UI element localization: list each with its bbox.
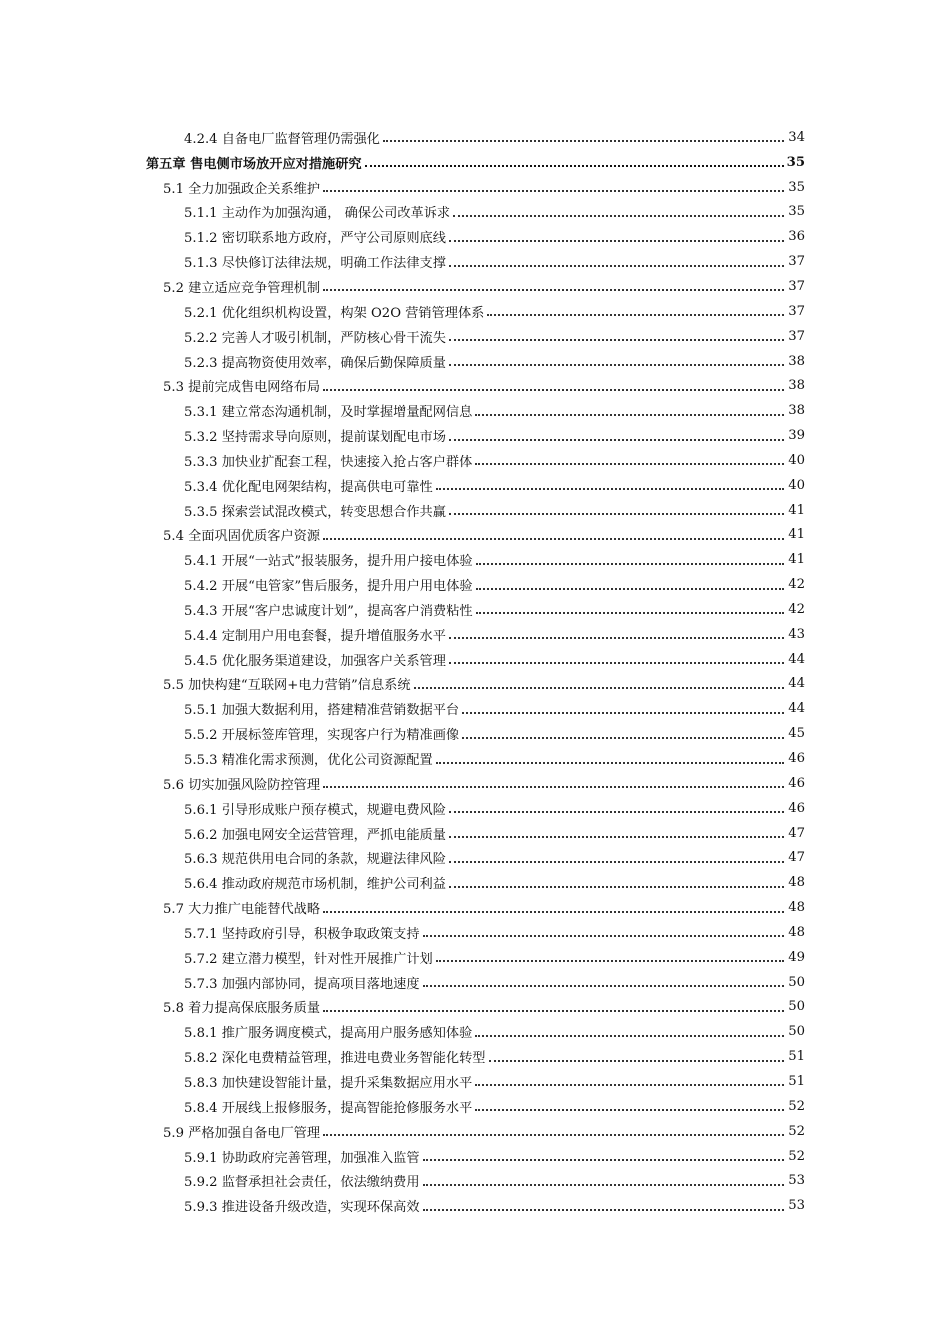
toc-entry-title: 5.8.3 加快建设智能计量，提升采集数据应用水平 <box>184 1075 473 1091</box>
toc-subsection-entry[interactable] <box>0 547 950 572</box>
toc-page-number: 51 <box>788 1049 805 1065</box>
toc-page-number: 48 <box>788 924 805 940</box>
toc-page-number: 46 <box>788 751 805 767</box>
dot-leader <box>436 748 784 764</box>
toc-entry-title: 5.5 加快构建“互联网+电力营销”信息系统 <box>163 678 411 694</box>
toc-subsection-entry[interactable] <box>0 1144 950 1169</box>
dot-leader <box>475 1021 784 1037</box>
toc-entry-title: 5.2 建立适应竞争管理机制 <box>163 280 321 296</box>
dot-leader <box>449 797 784 813</box>
dot-leader <box>476 549 784 565</box>
toc-subsection-entry[interactable] <box>0 324 950 349</box>
dot-leader <box>449 822 784 838</box>
toc-entry-title: 5.4 全面巩固优质客户资源 <box>163 529 321 545</box>
toc-subsection-entry[interactable] <box>0 721 950 746</box>
toc-entry-title: 5.3.3 加快业扩配套工程，快速接入抢占客户群体 <box>184 454 473 470</box>
toc-entry-title: 5.5.3 精准化需求预测，优化公司资源配置 <box>184 753 433 769</box>
toc-section-entry[interactable] <box>0 995 950 1020</box>
dot-leader <box>423 1195 784 1211</box>
toc-entry-title: 5.7 大力推广电能替代战略 <box>163 902 321 918</box>
toc-subsection-entry[interactable] <box>0 200 950 225</box>
dot-leader <box>323 772 784 788</box>
toc-page-number: 34 <box>788 129 805 145</box>
dot-leader <box>323 275 784 291</box>
toc-page-number: 44 <box>788 651 805 667</box>
toc-entry-title: 5.6.4 推动政府规范市场机制，维护公司利益 <box>184 877 446 893</box>
toc-entry-title: 5.4.4 定制用户用电套餐，提升增值服务水平 <box>184 628 446 644</box>
dot-leader <box>476 598 784 614</box>
toc-entry-title: 5.4.2 开展“电管家”售后服务，提升用户用电体验 <box>184 579 473 595</box>
dot-leader <box>487 300 784 316</box>
dot-leader <box>436 946 784 962</box>
toc-entry-title: 5.3.2 坚持需求导向原则，提前谋划配电市场 <box>184 430 446 446</box>
toc-page-number: 43 <box>788 626 805 642</box>
toc-entry-title: 5.9.1 协助政府完善管理，加强准入监管 <box>184 1150 420 1166</box>
toc-entry-title: 5.6.2 加强电网安全运营管理，严抓电能质量 <box>184 827 446 843</box>
dot-leader <box>383 126 784 142</box>
toc-section-entry[interactable] <box>0 771 950 796</box>
toc-subsection-entry[interactable] <box>0 299 950 324</box>
toc-page-number: 39 <box>788 428 805 444</box>
toc-entry-title: 5.1.2 密切联系地方政府，严守公司原则底线 <box>184 231 446 247</box>
toc-entry-title: 5.6 切实加强风险防控管理 <box>163 777 321 793</box>
dot-leader <box>323 897 784 913</box>
dot-leader <box>365 151 784 167</box>
toc-page-number: 36 <box>788 229 805 245</box>
toc-entry-title: 5.4.5 优化服务渠道建设，加强客户关系管理 <box>184 653 446 669</box>
toc-entry-title: 5.9.3 推进设备升级改造，实现环保高效 <box>184 1200 420 1216</box>
toc-entry-title: 5.5.1 加强大数据利用，搭建精准营销数据平台 <box>184 703 460 719</box>
toc-page-number: 40 <box>788 477 805 493</box>
toc-page-number: 35 <box>788 204 805 220</box>
dot-leader <box>475 1095 784 1111</box>
toc-subsection-entry[interactable] <box>0 796 950 821</box>
toc-subsection-entry[interactable] <box>0 622 950 647</box>
toc-entry-title: 5.8.2 深化电费精益管理，推进电费业务智能化转型 <box>184 1051 486 1067</box>
toc-subsection-entry[interactable] <box>0 1168 950 1193</box>
toc-page-number: 37 <box>788 303 805 319</box>
toc-page-number: 35 <box>786 154 805 170</box>
dot-leader <box>475 449 784 465</box>
toc-page-number: 42 <box>788 601 805 617</box>
toc-page-number: 38 <box>788 353 805 369</box>
dot-leader <box>323 996 784 1012</box>
dot-leader <box>449 226 784 242</box>
toc-subsection-entry[interactable] <box>0 249 950 274</box>
toc-entry-title: 5.3.1 建立常态沟通机制，及时掌握增量配网信息 <box>184 405 473 421</box>
toc-subsection-entry[interactable] <box>0 746 950 771</box>
toc-subsection-entry[interactable] <box>0 1044 950 1069</box>
dot-leader <box>449 872 784 888</box>
dot-leader <box>423 921 784 937</box>
dot-leader <box>462 698 784 714</box>
toc-subsection-entry[interactable] <box>0 224 950 249</box>
dot-leader <box>323 1120 784 1136</box>
toc-chapter-entry[interactable] <box>0 150 950 175</box>
toc-subsection-entry[interactable] <box>0 473 950 498</box>
dot-leader <box>423 1170 784 1186</box>
dot-leader <box>449 325 784 341</box>
toc-page-number: 53 <box>788 1173 805 1189</box>
toc-entry-title: 5.7.2 建立潜力模型，针对性开展推广计划 <box>184 951 433 967</box>
toc-subsection-entry[interactable] <box>0 597 950 622</box>
toc-page-number: 35 <box>788 179 805 195</box>
toc-page-number: 53 <box>788 1198 805 1214</box>
toc-entry-title: 5.6.1 引导形成账户预存模式，规避电费风险 <box>184 802 446 818</box>
toc-section-entry[interactable] <box>0 1119 950 1144</box>
dot-leader <box>423 1145 784 1161</box>
toc-page-number: 41 <box>788 502 805 518</box>
toc-entry-title: 5.4.3 开展“客户忠诚度计划”，提高客户消费粘性 <box>184 603 473 619</box>
toc-entry-title: 5.2.2 完善人才吸引机制，严防核心骨干流失 <box>184 330 446 346</box>
toc-page-number: 52 <box>788 1098 805 1114</box>
dot-leader <box>453 201 784 217</box>
dot-leader <box>449 648 784 664</box>
toc-entry-title: 5.3 提前完成售电网络布局 <box>163 380 321 396</box>
toc-entry-title: 5.1 全力加强政企关系维护 <box>163 181 321 197</box>
toc-page-number: 50 <box>788 974 805 990</box>
toc-page-number: 37 <box>788 278 805 294</box>
toc-page-number: 40 <box>788 452 805 468</box>
toc-page-number: 48 <box>788 875 805 891</box>
dot-leader <box>449 251 784 267</box>
dot-leader <box>475 1070 784 1086</box>
toc-entry-title: 5.8 着力提高保底服务质量 <box>163 1001 321 1017</box>
toc-section-entry[interactable] <box>0 175 950 200</box>
toc-subsection-entry[interactable] <box>0 498 950 523</box>
toc-section-entry[interactable] <box>0 274 950 299</box>
toc-section-entry[interactable] <box>0 672 950 697</box>
toc-page-number: 47 <box>788 850 805 866</box>
toc-subsection-entry[interactable] <box>0 423 950 448</box>
table-of-contents <box>0 125 950 1218</box>
toc-entry-title: 5.3.5 探索尝试混改模式，转变思想合作共赢 <box>184 504 446 520</box>
toc-section-entry[interactable] <box>0 523 950 548</box>
toc-subsection-entry[interactable] <box>0 821 950 846</box>
toc-entry-title: 5.3.4 优化配电网架结构，提高供电可靠性 <box>184 479 433 495</box>
toc-entry-title: 5.1.3 尽快修订法律法规，明确工作法律支撑 <box>184 256 446 272</box>
toc-page-number: 38 <box>788 378 805 394</box>
toc-page-number: 52 <box>788 1123 805 1139</box>
dot-leader <box>449 350 784 366</box>
dot-leader <box>475 400 784 416</box>
toc-subsection-entry[interactable] <box>0 945 950 970</box>
toc-page-number: 44 <box>788 676 805 692</box>
toc-subsection-entry[interactable] <box>0 870 950 895</box>
toc-subsection-entry[interactable] <box>0 1193 950 1218</box>
toc-page-number: 44 <box>788 701 805 717</box>
toc-subsection-entry[interactable] <box>0 125 950 150</box>
toc-entry-title: 5.2.1 优化组织机构设置，构架 O2O 营销管理体系 <box>184 305 485 321</box>
toc-entry-title: 5.2.3 提高物资使用效率，确保后勤保障质量 <box>184 355 446 371</box>
dot-leader <box>323 176 784 192</box>
toc-page-number: 37 <box>788 254 805 270</box>
toc-subsection-entry[interactable] <box>0 572 950 597</box>
dot-leader <box>323 524 784 540</box>
toc-page-number: 47 <box>788 825 805 841</box>
toc-entry-title: 第五章 售电侧市场放开应对措施研究 <box>146 156 362 172</box>
dot-leader <box>489 1046 785 1062</box>
toc-page-number: 46 <box>788 800 805 816</box>
toc-subsection-entry[interactable] <box>0 1094 950 1119</box>
toc-page-number: 41 <box>788 527 805 543</box>
toc-page-number: 48 <box>788 900 805 916</box>
toc-subsection-entry[interactable] <box>0 398 950 423</box>
toc-subsection-entry[interactable] <box>0 970 950 995</box>
toc-subsection-entry[interactable] <box>0 1069 950 1094</box>
toc-page-number: 52 <box>788 1148 805 1164</box>
dot-leader <box>449 425 784 441</box>
toc-subsection-entry[interactable] <box>0 920 950 945</box>
toc-subsection-entry[interactable] <box>0 845 950 870</box>
toc-entry-title: 5.4.1 开展“一站式”报装服务，提升用户接电体验 <box>184 554 473 570</box>
toc-page-number: 37 <box>788 328 805 344</box>
toc-page-number: 50 <box>788 1024 805 1040</box>
toc-section-entry[interactable] <box>0 895 950 920</box>
toc-subsection-entry[interactable] <box>0 349 950 374</box>
toc-page-number: 42 <box>788 577 805 593</box>
toc-page-number: 50 <box>788 999 805 1015</box>
dot-leader <box>423 971 784 987</box>
toc-entry-title: 4.2.4 自备电厂监督管理仍需强化 <box>184 131 380 147</box>
toc-entry-title: 5.1.1 主动作为加强沟通， 确保公司改革诉求 <box>184 206 451 222</box>
toc-entry-title: 5.6.3 规范供用电合同的条款，规避法律风险 <box>184 852 446 868</box>
toc-entry-title: 5.8.1 推广服务调度模式，提高用户服务感知体验 <box>184 1026 473 1042</box>
toc-entry-title: 5.7.3 加强内部协同，提高项目落地速度 <box>184 976 420 992</box>
toc-page-number: 51 <box>788 1073 805 1089</box>
dot-leader <box>476 574 784 590</box>
dot-leader <box>449 623 784 639</box>
dot-leader <box>414 673 784 689</box>
dot-leader <box>449 499 784 515</box>
toc-page-number: 49 <box>788 949 805 965</box>
toc-entry-title: 5.5.2 开展标签库管理，实现客户行为精准画像 <box>184 728 460 744</box>
toc-subsection-entry[interactable] <box>0 696 950 721</box>
dot-leader <box>449 847 784 863</box>
toc-entry-title: 5.8.4 开展线上报修服务，提高智能抢修服务水平 <box>184 1100 473 1116</box>
toc-page-number: 41 <box>788 552 805 568</box>
toc-subsection-entry[interactable] <box>0 1019 950 1044</box>
toc-subsection-entry[interactable] <box>0 647 950 672</box>
toc-entry-title: 5.7.1 坚持政府引导，积极争取政策支持 <box>184 926 420 942</box>
toc-entry-title: 5.9 严格加强自备电厂管理 <box>163 1125 321 1141</box>
dot-leader <box>462 723 784 739</box>
toc-page-number: 38 <box>788 403 805 419</box>
dot-leader <box>436 474 784 490</box>
toc-entry-title: 5.9.2 监督承担社会责任，依法缴纳费用 <box>184 1175 420 1191</box>
dot-leader <box>323 375 784 391</box>
toc-section-entry[interactable] <box>0 373 950 398</box>
toc-subsection-entry[interactable] <box>0 448 950 473</box>
toc-page-number: 45 <box>788 726 805 742</box>
toc-page-number: 46 <box>788 775 805 791</box>
